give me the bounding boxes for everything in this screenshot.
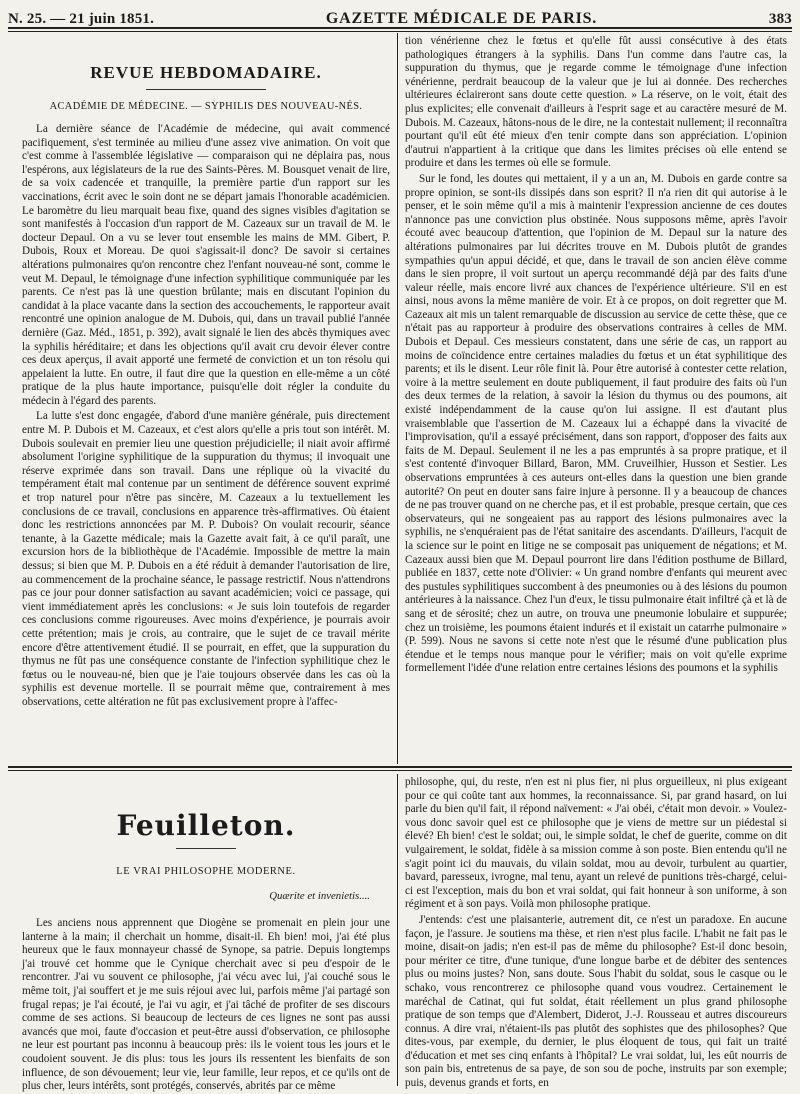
paragraph: Les anciens nous apprennent que Diogène se promenait en plein jour une lanterne à la main; il cherchait un homme, disait-il. Eh bien! moi, j'ai été plus heureux que le faux monnayeur chassé de Synope, sa patrie. Depuis longtemps j'ai trouvé cet homme que le Cynique cherchait avec si peu d'espoir de le rencontrer. J'ai vu souvent ce philosophe, j'ai vécu avec lui, j'ai couché sous le même toit, j'ai souffert et je me suis réjoui avec lui, parfois même j'ai partagé son frugal repas; je l'ai écouté, je l'ai vu agir, et j'ai tâché de profiter de ses discours comme de ses actions. Si beaucoup de lecteurs de ces lignes ne sont pas aussi avancés que moi, faute d'occasion et peut-être aussi d'observation, ce philosophe ne leur est pourtant pas inconnu à beaucoup près: ils le voient tous les jours et le coudoient souvent. Je dis plus: tous les jours ils ressentent les bienfaits de son influence, de son dévouement; leur vie, leur famille, leur repos, et ce qu'ils ont de plus cher, leurs intérêts, sont protégés, conservés, abrités par ce même: [22, 917, 390, 1093]
section-title: REVUE HEBDOMADAIRE.: [90, 63, 322, 82]
masthead: [8, 4, 792, 28]
revue-column-1: [22, 35, 390, 764]
column-divider-lower: [397, 774, 398, 1086]
paragraph: Sur le fond, les doutes qui mettaient, il y a un an, M. Dubois en garde contre sa propre opinion, se sont-ils dissipés dans son esprit? Il n'a rien dit qui autorise à le penser, et le soin même qu'il a mis à maintenir l'expression ancienne de ces doutes n'annonce pas une conviction plus obstinée. Nous supposons même, après l'avoir écouté avec beaucoup d'attention, que l'opinion de M. Depaul sur la nature des altérations pulmonaires par lui décrites trouve en M. Dubois plutôt de grandes sympathies qu'un appui décidé, et que, dans le travail de son ancien élève comme dans le sien propre, il voit surtout un aperçu recommandé déjà par des faits d'une valeur réelle, mais encore livré aux chances de l'expérience ultérieure. S'il en est ainsi, nous avons la même manière de voir. Et à ce propos, on doit regretter que M. Cazeaux ait mis un talent remarquable de discussion au service de cette thèse, que ce n'était pas au rapporteur à produire des observations contraires à celles de MM. Dubois et Depaul. Ces messieurs constatent, dans une série de cas, un rapport au moins de coïncidence entre certaines maladies du fœtus et un état syphilitique des parents; et ils le disent. Leur rôle finit là. Pour être autorisé à contester cette relation, voire à la mettre seulement en doute publiquement, il faut produire des faits où l'un des deux termes de la relation, à savoir la lésion du thymus ou des poumons, ait existé indépendamment de la cause qu'on lui assigne. Il est d'autant plus vraisemblable que l'assertion de M. Cazeaux lui a échappé dans la vivacité de l'improvisation, qu'il a essayé précisément, dans son rapport, d'opposer des faits aux faits de M. Depaul. Seulement il ne les a pas empruntés à sa propre pratique, et il s'est contenté d'invoquer Billard, Baron, MM. Cruveilhier, Husson et Sestier. Les observations empruntées à ces auteurs ont-elles dans la question une bien grande autorité? On peut en douter sans faire injure à personne. Il y a beaucoup de chances de ne pas trouver quand on ne cherche pas, et il est probable, presque certain, que ces observateurs, qui ne songeaient pas au rapport des lésions pulmonaires avec la syphilis, ne s'enquéraient pas de l'état sanitaire des ascendants. D'ailleurs, l'acquit de la science sur le point en litige ne se composait pas uniquement de négations; et M. Cazeaux aussi bien que M. Depaul pourront lire dans l'édition posthume de Billard, publiée en 1837, cette note d'Olivier: « Un grand nombre d'enfants qui meurent avec des pustules syphilitiques succombent à des pneumonies ou à des lésions du poumon antérieures à la naissance. Chez l'un d'eux, le tissu pulmonaire était infiltré çà et là de sang et de sérosité; chez un autre, on trouva une pneumonie lobulaire et suppurée; chez un troisième, les poumons étaient indurés et il existait un catarrhe pulmonaire » (P. 599). Nous ne savons si cette note n'est que le résumé d'une publication plus étendue et le temps nous manque pour le vérifier; mais on voit qu'elle exprime formellement l'idée d'une relation entre certaines lésions des poumons et la syphilis: [405, 172, 787, 675]
paragraph: philosophe, qui, du reste, n'en est ni plus fier, ni plus orgueilleux, ni plus exigeant pour ce qui coûte tant aux hommes, la reconnaissance. Si, par grand hasard, on lui parle du bien qu'il fait, il répond naïvement: « J'ai obéi, c'était mon devoir. » Voulez-vous donc savoir quel est ce philosophe que je viens de mettre sur un piédestal si élevé? Eh bien! c'est le soldat; oui, le simple soldat, le chef de guerite, comme on dit vulgairement, le soldat, fidèle à sa mission comme à son poste. Bien entendu qu'il ne s'agit point ici du mauvais, du vilain soldat, mou au devoir, turbulent au quartier, bavard, paresseux, ivrogne, mal tenu, ayant un relevé de punitions très-chargé, celui-ci est l'exception, mais du bon et vrai soldat, qui fait honneur à son uniforme, à son régiment et à son pays. Voilà mon philosophe pratique.: [405, 776, 787, 911]
article-heading: ACADÉMIE DE MÉDECINE. — SYPHILIS DES NOUVEAU-NÉS.: [49, 101, 363, 112]
feuilleton-column-2: [405, 776, 787, 1090]
feuilleton-article-title: LE VRAI PHILOSOPHE MODERNE.: [116, 866, 296, 877]
masthead-rule-thin: [8, 31, 792, 32]
feuilleton-title: Feuilleton.: [116, 809, 296, 842]
page-number: 383: [768, 11, 792, 27]
issue-number-date: N. 25. — 21 juin 1851.: [8, 11, 155, 27]
epigraph: Quærite et invenietis....: [269, 890, 370, 902]
masthead-rule: [8, 27, 792, 29]
feuilleton-column-1: [22, 776, 390, 1093]
paragraph: La lutte s'est donc engagée, d'abord d'une manière générale, puis directement entre M. P. Dubois et M. Cazeaux, et c'est alors qu'elle a pris tout son intérêt. M. Dubois soulevait en premier lieu une question préjudicielle; il niait avoir affirmé absolument l'origine syphilitique de la suppuration du thymus; il invoquait une réserve exprimée dans son travail. Dans une réplique où la vivacité du tempérament était mal contenue par un sentiment de déférence souvent exprimé et trop naturel pour n'être pas sincère, M. Cazeaux a lu textuellement les conclusions de ce travail, conclusions en apparence très-affirmatives. Où étaient donc les restrictions annoncées par M. P. Dubois? On voulait recourir, séance tenante, à la Gazette médicale; mais la Gazette avait fait, à ce qu'il paraît, une excursion hors de la bibliothèque de l'Académie. Impossible de mettre la main dessus; si bien que M. P. Dubois en a été réduit à demander l'autorisation de lire, au commencement de la prochaine séance, le passage restrictif. Nous n'attendrons pas ce jour pour donner satisfaction au savant académicien; voici ce passage, qui vient immédiatement après les conclusions: « Je suis loin toutefois de regarder ces conclusions comme rigoureuses. Avec moins d'expérience, je pourrais avoir cette prétention; mais je crois, au contraire, que le sujet de ce travail mérite encore d'être attentivement étudié. Il se pourrait, en effet, que la suppuration du thymus ne fût pas une conséquence constante de l'infection syphilitique chez le fœtus ou le nouveau-né, bien que je l'aie toujours observée dans les cas où la syphilis est devenue mortelle. Il se pourrait même que, contrairement à mes observations, cette altération ne fût pas exclusivement propre à l'affec-: [22, 410, 390, 708]
column-divider: [397, 33, 398, 764]
paragraph: tion vénérienne chez le fœtus et qu'elle fût aussi consécutive à des états pathologiques étrangers à la syphilis. Dans l'un comme dans l'autre cas, la suppuration du thymus, que je regarde comme le témoignage d'une infection vénérienne, perdrait beaucoup de la valeur que je lui ai donnée. Des recherches ultérieures éclaireront sans doute cette question. » La réserve, on le voit, était des plus explicites; elle convenait d'ailleurs à l'esprit sage et au caractère mesuré de M. Dubois. M. Cazeaux, hâtons-nous de le dire, ne la contestait nullement; il reconnaîtra pourtant qu'il eût été mieux d'en tenir compte dans son appréciation. L'opinion d'autrui n'appartient à la critique que dans les limites précises où elle entend se produire et dans les termes où elle se formule.: [405, 35, 787, 170]
feuilleton-separator: [8, 766, 792, 768]
feuilleton-separator-thin: [8, 770, 792, 771]
newspaper-title: GAZETTE MÉDICALE DE PARIS.: [325, 10, 598, 27]
section-title-rule: [146, 89, 266, 90]
revue-column-2: [405, 35, 787, 764]
paragraph: J'entends: c'est une plaisanterie, autrement dit, ce n'est un paradoxe. En aucune façon, je l'assure. Je soutiens ma thèse, et rien n'est plus facile. L'habit ne fait pas le moine, disait-on jadis; n'en est-il pas de même du philosophe? Est-il donc besoin, pour mériter ce titre, d'une tunique, d'une longue barbe et de débiter des sentences plus ou moins justes? Non, sans doute. Sous l'habit du soldat, sous le casque ou le schako, vous rencontrerez ce philosophe quand vous voudrez. Certainement le maréchal de Catinat, qui fut soldat, était réellement un plus grand philosophe pratique de son temps que d'Alembert, Diderot, J.-J. Rousseau et autres discoureurs connus. A dire vrai, n'étaient-ils pas plutôt des sophistes que des philosophes? Que dites-vous, par exemple, du dernier, le plus éloquent de tous, qui fait un traité d'éducation et met ses cinq enfants à l'hôpital? Le vrai soldat, lui, les eût nourris de son pain bis, entretenus de sa paye, de son sou de poche, instruits par son exemple; puis, devenus grands et forts, en: [405, 913, 787, 1090]
paragraph: La dernière séance de l'Académie de médecine, qui avait commencé pacifiquement, s'est terminée au milieu d'une assez vive animation. On voit que c'est comme à l'assemblée législative — comparaison qui ne déplaira pas, nous l'espérons, aux législateurs de la rue des Saints-Pères. M. Bousquet venait de lire, de sa voix cadencée et tranquille, la première partie d'un rapport sur les vaccinations, écrit avec le soin dont ne se départ jamais l'honorable académicien. Le baromètre du lieu marquait beau fixe, quand des signes visibles d'agitation se sont manifestés à l'occasion d'un rapport de M. Cazeaux sur un travail de M. le docteur Depaul. On a vu se lever tout ensemble les mains de MM. Gibert, P. Dubois, Roux et Moreau. De quoi s'agissait-il donc? De savoir si certaines altérations pulmonaires qu'on rencontre chez l'enfant nouveau-né sont, comme le veut M. Depaul, le témoignage d'une infection syphilitique communiquée par les parents. Ce n'est pas là une question brûlante; mais en discutant l'opinion du candidat à la place vacante dans la section des accouchements, le rapporteur avait rencontré une opinion analogue de M. Dubois, qui, dans un travail publié l'année dernière (Gaz. Méd., 1851, p. 392), avait signalé le lien des abcès thymiques avec la syphilis héréditaire; et dans les objections qu'il avait cru devoir élever contre ces deux aperçus, il avait apporté une fermeté de conviction et un ton résolu qui appelaient la lutte. En outre, il faut dire que la question en elle-même a un côté pratique de la plus haute importance, puisqu'elle doit régler la conduite du médecin à l'égard des parents.: [22, 123, 390, 407]
feuilleton-title-rule: [176, 848, 236, 849]
